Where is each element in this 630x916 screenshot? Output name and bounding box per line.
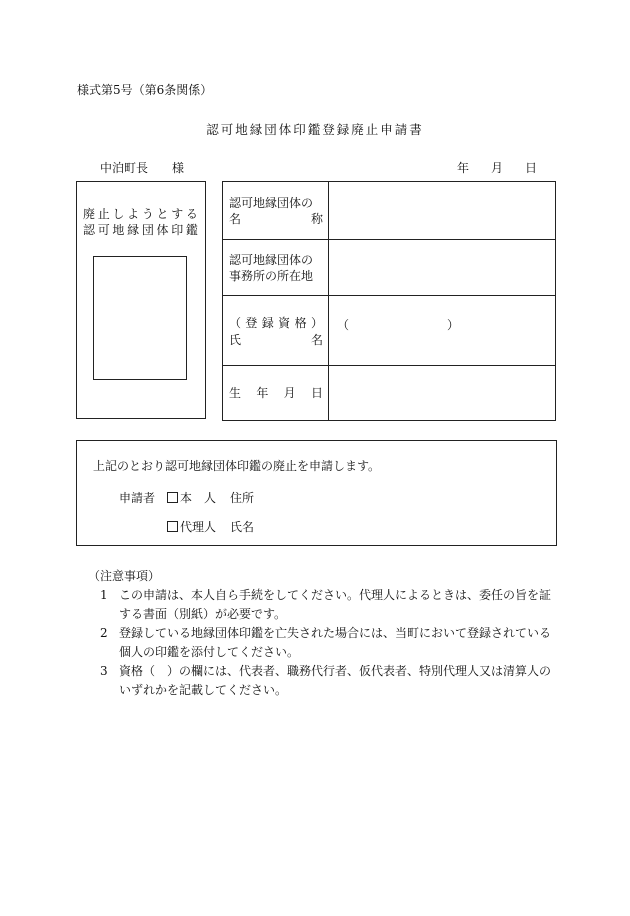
addressee: 中泊町長 様: [100, 161, 185, 175]
label-char: す: [171, 207, 184, 221]
qualification-paren-open: （: [337, 318, 350, 332]
document-title: 認可地縁団体印鑑登録廃止申請書: [206, 122, 424, 137]
person-name-label: [229, 332, 323, 348]
qualification-paren-close: ）: [447, 318, 460, 332]
note-item: [100, 662, 555, 700]
label-char: う: [141, 207, 154, 221]
applicant-label: 申請者: [119, 491, 156, 505]
office-address-field[interactable]: [329, 240, 555, 295]
seal-caption-line1: [83, 206, 198, 222]
group-name-label-line1: 認可地縁団体の: [229, 196, 314, 210]
label-char: 体: [156, 223, 169, 237]
seal-caption: [83, 206, 198, 238]
label-char: 鑑: [185, 223, 198, 237]
qualification-label: [229, 315, 323, 331]
note-number: 1: [100, 588, 108, 602]
birth-label-char: 年: [256, 386, 269, 400]
seal-box: [76, 181, 206, 419]
note-text: 登録している地縁団体印鑑を亡失された場合には、当町において登録されている個人の印鑑を添付してください。: [119, 626, 552, 659]
label-char: 登: [245, 316, 258, 330]
table-row-group-name: [223, 182, 555, 240]
date-day-label: 日: [524, 161, 537, 175]
label-char: 縁: [127, 223, 140, 237]
office-address-label-line1: 認可地縁団体の: [229, 253, 314, 267]
agent-checkbox[interactable]: [167, 521, 178, 532]
label-char: よ: [127, 207, 140, 221]
birth-date-label-cell: [223, 366, 329, 420]
representative-name-label-cell: [223, 296, 329, 365]
label-char: ）: [310, 316, 323, 330]
label-char: 印: [171, 223, 184, 237]
table-row-office-address: [223, 240, 555, 296]
label-char: （: [229, 316, 242, 330]
self-checkbox[interactable]: [167, 492, 178, 503]
label-char: 可: [97, 223, 110, 237]
option-agent-label: 代理人: [180, 520, 217, 534]
birth-label-char: 月: [283, 386, 296, 400]
form-number: 様式第5号（第6条関係）: [77, 83, 213, 97]
table-row-representative-name: [223, 296, 555, 366]
label-char: 認: [83, 223, 96, 237]
group-name-label-a: 名: [229, 212, 242, 226]
option-self-label: 本 人: [180, 491, 217, 505]
note-text: 資格（ ）の欄には、代表者、職務代行者、仮代表者、特別代理人又は清算人のいずれかを記載してください。: [119, 664, 552, 697]
label-char: 止: [97, 207, 110, 221]
group-name-field[interactable]: [329, 182, 555, 239]
note-item: [100, 624, 555, 662]
label-char: し: [112, 207, 125, 221]
note-item: [100, 586, 555, 624]
application-statement: 上記のとおり認可地縁団体印鑑の廃止を申請します。: [93, 459, 381, 473]
label-char: 地: [112, 223, 125, 237]
office-address-label-cell: [223, 240, 329, 295]
date-year-label: 年: [457, 161, 470, 175]
option-agent-row: [167, 518, 254, 535]
birth-label-char: 生: [229, 386, 242, 400]
label-char: る: [185, 207, 198, 221]
address-label: 住所: [230, 491, 255, 505]
label-char: と: [156, 207, 169, 221]
date-month-label: 月: [490, 161, 503, 175]
birth-date-label: [229, 385, 323, 401]
option-self-row: [167, 489, 254, 506]
note-text: この申請は、本人自ら手続をしてください。代理人によるときは、委任の旨を証する書面（別紙）が必要です。: [119, 588, 552, 621]
seal-stamp-area[interactable]: [93, 256, 187, 380]
person-name-label-b: 名: [310, 333, 323, 347]
label-char: 格: [294, 316, 307, 330]
note-number: 3: [100, 664, 108, 678]
group-name-label-line2: [229, 211, 323, 227]
label-char: 団: [141, 223, 154, 237]
info-table: [222, 181, 556, 421]
name-label: 氏名: [230, 520, 255, 534]
office-address-label-line2: 事務所の所在地: [229, 269, 314, 283]
label-char: 資: [278, 316, 291, 330]
group-name-label-b: 称: [310, 212, 323, 226]
note-number: 2: [100, 626, 108, 640]
birth-label-char: 日: [310, 386, 323, 400]
notes-title: （注意事項）: [88, 569, 161, 583]
table-row-birth-date: [223, 366, 555, 420]
label-char: 録: [261, 316, 274, 330]
date-line: [457, 162, 537, 174]
representative-name-field[interactable]: [329, 296, 555, 365]
seal-caption-line2: [83, 222, 198, 238]
application-box: [76, 440, 557, 546]
label-char: 廃: [83, 207, 96, 221]
group-name-label-cell: [223, 182, 329, 239]
person-name-label-a: 氏: [229, 333, 242, 347]
birth-date-field[interactable]: [329, 366, 555, 420]
